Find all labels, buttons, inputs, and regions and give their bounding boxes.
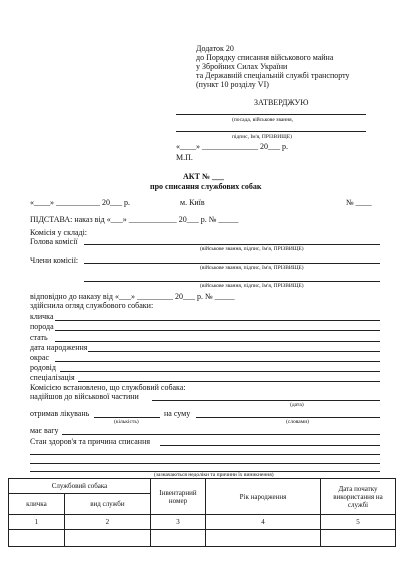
- commission-label: Комісія у складі:: [30, 228, 88, 237]
- field-name-line: [55, 320, 380, 321]
- health-line-1: [160, 445, 380, 446]
- table-header-inventory: Інвентарний номер: [151, 479, 206, 515]
- act-city: м. Київ: [180, 198, 205, 207]
- commission-members-label: Члени комісії:: [30, 256, 79, 265]
- table-cell: [64, 530, 150, 547]
- field-specialization-label: спеціалізація: [30, 373, 75, 382]
- approve-date: «____» ______________ 20___ р.: [176, 142, 288, 151]
- table-col-number: 4: [206, 515, 321, 530]
- table-cell: [206, 530, 321, 547]
- arrived-note: (дата): [290, 402, 304, 408]
- commission-member-note-2: (військове звання, підпис, Ім'я, ПРІЗВИЩЕ): [200, 283, 304, 289]
- treated-qty-line: [94, 417, 160, 418]
- order-line: відповідно до наказу від «___» _________ 20___ р. № _____: [30, 292, 235, 301]
- field-sex-line: [55, 341, 380, 342]
- commission-head-note: (військове звання, підпис, Ім'я, ПРІЗВИЩЕ): [200, 246, 304, 252]
- field-birthdate-label: дата народження: [30, 343, 88, 352]
- field-name-label: кличка: [30, 312, 54, 321]
- field-sex-label: стать: [30, 333, 48, 342]
- field-pedigree-label: родовід: [30, 363, 56, 372]
- defects-line: [30, 471, 380, 472]
- appendix-line-1: Додаток 20: [196, 44, 234, 53]
- health-line-2: [30, 454, 380, 455]
- stamp-label: М.П.: [176, 153, 193, 162]
- table-cell: [321, 530, 396, 547]
- table-col-number: 3: [151, 515, 206, 530]
- basis-line: ПІДСТАВА: наказ від «___» ____________ 20___ р. № _____: [30, 215, 239, 224]
- appendix-line-4: та Державній спеціальній службі транспорту: [196, 71, 350, 80]
- appendix-line-5: (пункт 10 розділу VI): [196, 80, 269, 89]
- approve-note-2: підпис, Ім'я, ПРІЗВИЩЕ): [232, 134, 292, 140]
- treated-label: отримав лікувань: [30, 409, 90, 418]
- approve-line-2: [176, 131, 366, 132]
- established-text: Комісією встановлено, що службовий собака:: [30, 383, 186, 392]
- table-col-number: 2: [64, 515, 150, 530]
- table-col-number: 1: [9, 515, 65, 530]
- table-header-dog: Службовий собака: [9, 479, 151, 494]
- act-subtitle: про списання службових собак: [150, 182, 262, 191]
- commission-member-note-1: (військове звання, підпис, Ім'я, ПРІЗВИЩЕ): [200, 265, 304, 271]
- table-cell: [9, 530, 65, 547]
- act-number: № ____: [346, 198, 372, 207]
- sum-label: на суму: [164, 409, 191, 418]
- field-specialization-line: [78, 381, 380, 382]
- commission-head-line: [84, 244, 380, 245]
- weight-label: має вагу: [30, 426, 59, 435]
- dog-table: [8, 478, 396, 547]
- sum-line: [196, 417, 380, 418]
- arrived-line: [152, 400, 380, 401]
- qty-note: (кількість): [114, 419, 139, 425]
- approve-label: ЗАТВЕРДЖУЮ: [254, 98, 309, 107]
- health-label: Стан здоров'я та причина списання: [30, 437, 151, 446]
- field-color-label: окрас: [30, 353, 49, 362]
- act-date: «____» ___________ 20___ р.: [30, 198, 130, 207]
- field-breed-line: [55, 330, 380, 331]
- weight-line: [62, 434, 380, 435]
- table-cell: [151, 530, 206, 547]
- table-header-service-type: вид служби: [64, 494, 150, 515]
- approve-line-1: [176, 114, 366, 115]
- table-header-name: кличка: [9, 494, 65, 515]
- commission-head-label: Голова комісії: [30, 237, 78, 246]
- act-title: АКТ № ___: [183, 172, 224, 181]
- commission-member-line-2: [84, 281, 380, 282]
- inspection-line: здійснила огляд службового собаки:: [30, 301, 154, 310]
- field-birthdate-line: [88, 351, 380, 352]
- table-col-number: 5: [321, 515, 396, 530]
- field-breed-label: порода: [30, 322, 54, 331]
- health-line-3: [30, 463, 380, 464]
- field-pedigree-line: [60, 371, 380, 372]
- table-header-birthyear: Рік народження: [206, 479, 321, 515]
- field-color-line: [55, 361, 380, 362]
- table-header-start-date: Дата початку використання на службі: [321, 479, 396, 515]
- words-note: (словами): [286, 419, 309, 425]
- defects-note: (зазначаються недоліки та причини їх виникнення): [154, 472, 274, 478]
- arrived-label: надійшов до військової частини: [30, 392, 139, 401]
- approve-note-1: (посада, військове звання,: [232, 117, 294, 123]
- appendix-line-3: у Збройних Силах України: [196, 62, 288, 71]
- appendix-line-2: до Порядку списання військового майна: [196, 53, 334, 62]
- commission-member-line-1: [84, 263, 380, 264]
